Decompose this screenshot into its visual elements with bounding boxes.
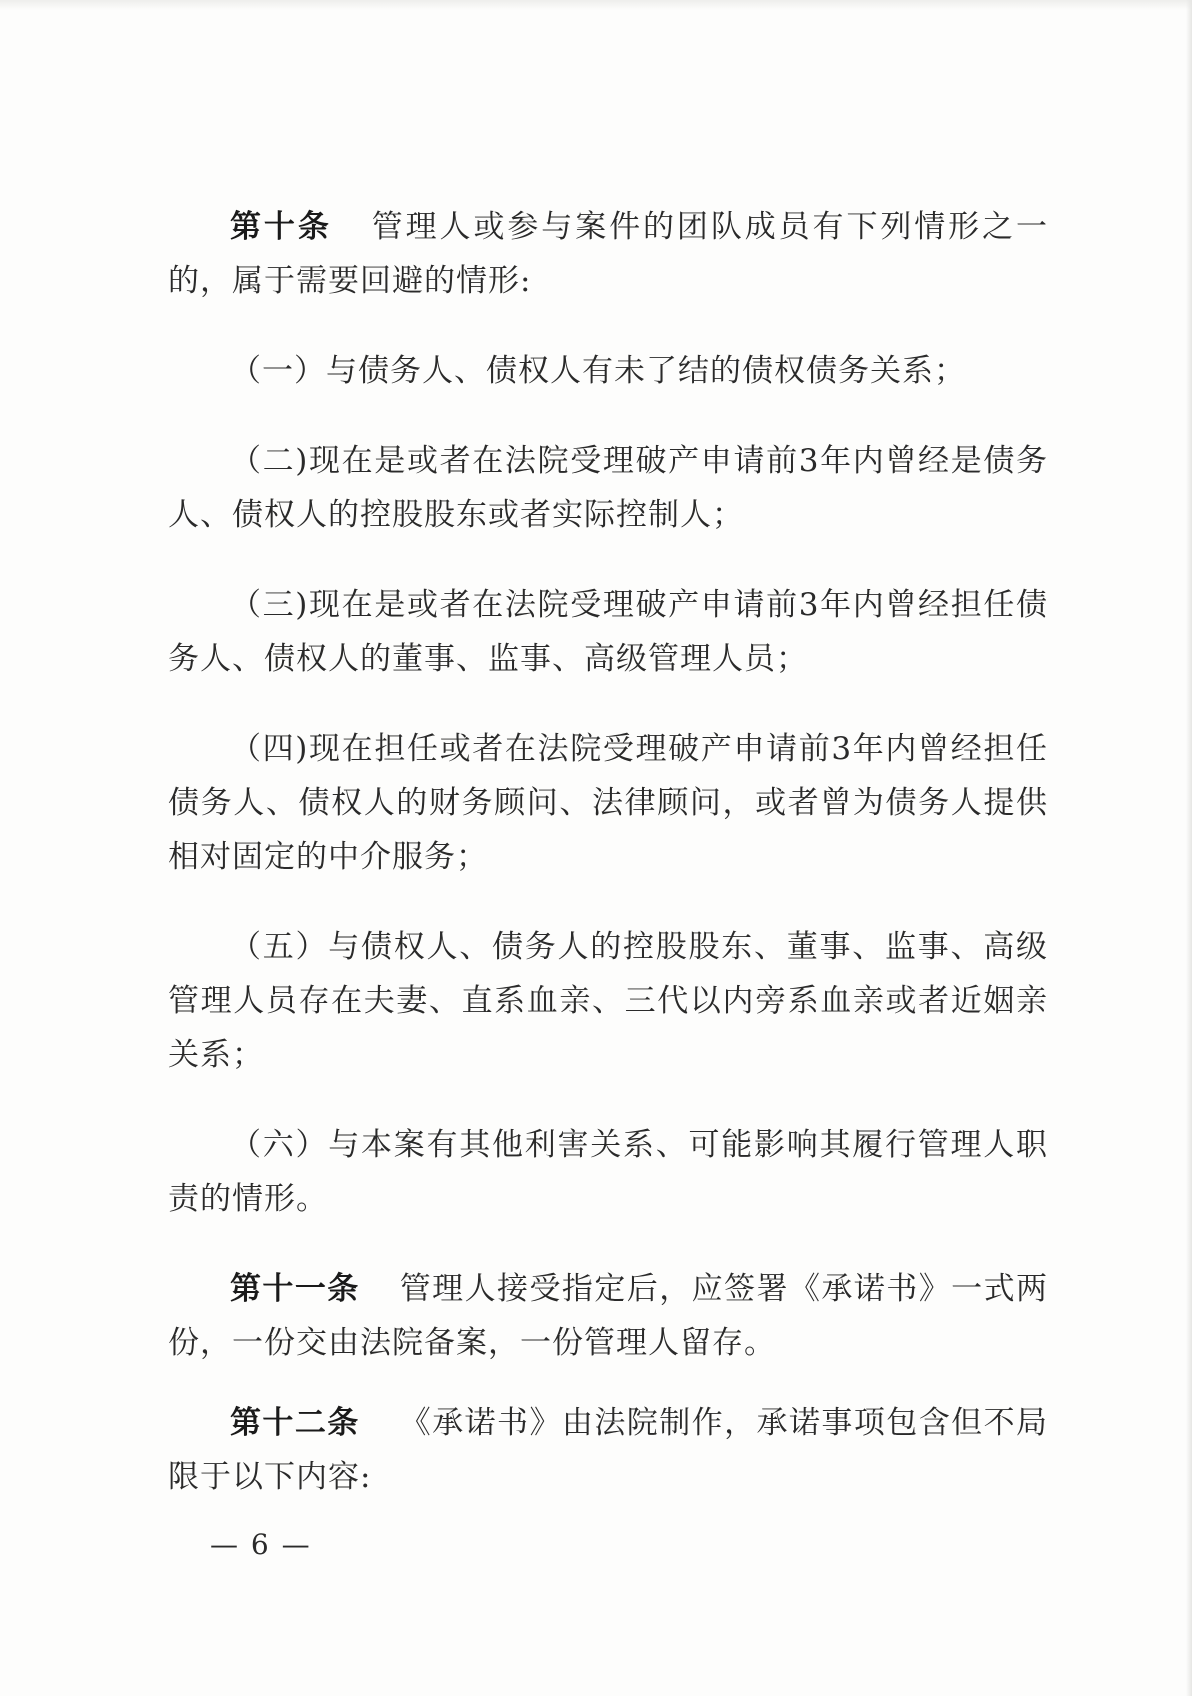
article-10-text: 管理人或参与案件的团队成员有下列情形之一的，属于需要回避的情形:: [168, 209, 1049, 299]
article-12-text: 《承诺书》由法院制作，承诺事项包含但不局限于以下内容:: [168, 1405, 1049, 1495]
article-10-item-1: （一）与债务人、债权人有未了结的债权债务关系；: [230, 353, 966, 389]
article-10: [168, 200, 1048, 308]
article-11-number: 第十一条: [230, 1271, 360, 1307]
article-12: [168, 1396, 1048, 1504]
article-10-item-4: （四)现在担任或者在法院受理破产申请前3年内曾经担任债务人、债权人的财务顾问、法律顾问，或者曾为债务人提供相对固定的中介服务；: [168, 731, 1048, 875]
article-10-item-6: （六）与本案有其他利害关系、可能影响其履行管理人职责的情形。: [168, 1127, 1048, 1217]
article-10-item-5: （五）与债权人、债务人的控股股东、董事、监事、高级管理人员存在夫妻、直系血亲、三代以内旁系血亲或者近姻亲关系；: [168, 929, 1048, 1073]
document-body: [168, 200, 1048, 1504]
article-10-number: 第十条: [230, 209, 332, 245]
article-10-item-2: （二)现在是或者在法院受理破产申请前3年内曾经是债务人、债权人的控股股东或者实际控制人；: [168, 443, 1048, 533]
article-10-item-3: （三)现在是或者在法院受理破产申请前3年内曾经担任债务人、债权人的董事、监事、高级管理人员；: [168, 587, 1048, 677]
article-11: [168, 1262, 1048, 1370]
article-12-number: 第十二条: [230, 1405, 360, 1441]
scan-edge-right: [1186, 0, 1192, 1696]
article-11-text: 管理人接受指定后，应签署《承诺书》一式两份，一份交由法院备案，一份管理人留存。: [168, 1271, 1049, 1361]
scan-edge-top: [0, 0, 1192, 10]
page-number: — 6 —: [210, 1528, 312, 1561]
